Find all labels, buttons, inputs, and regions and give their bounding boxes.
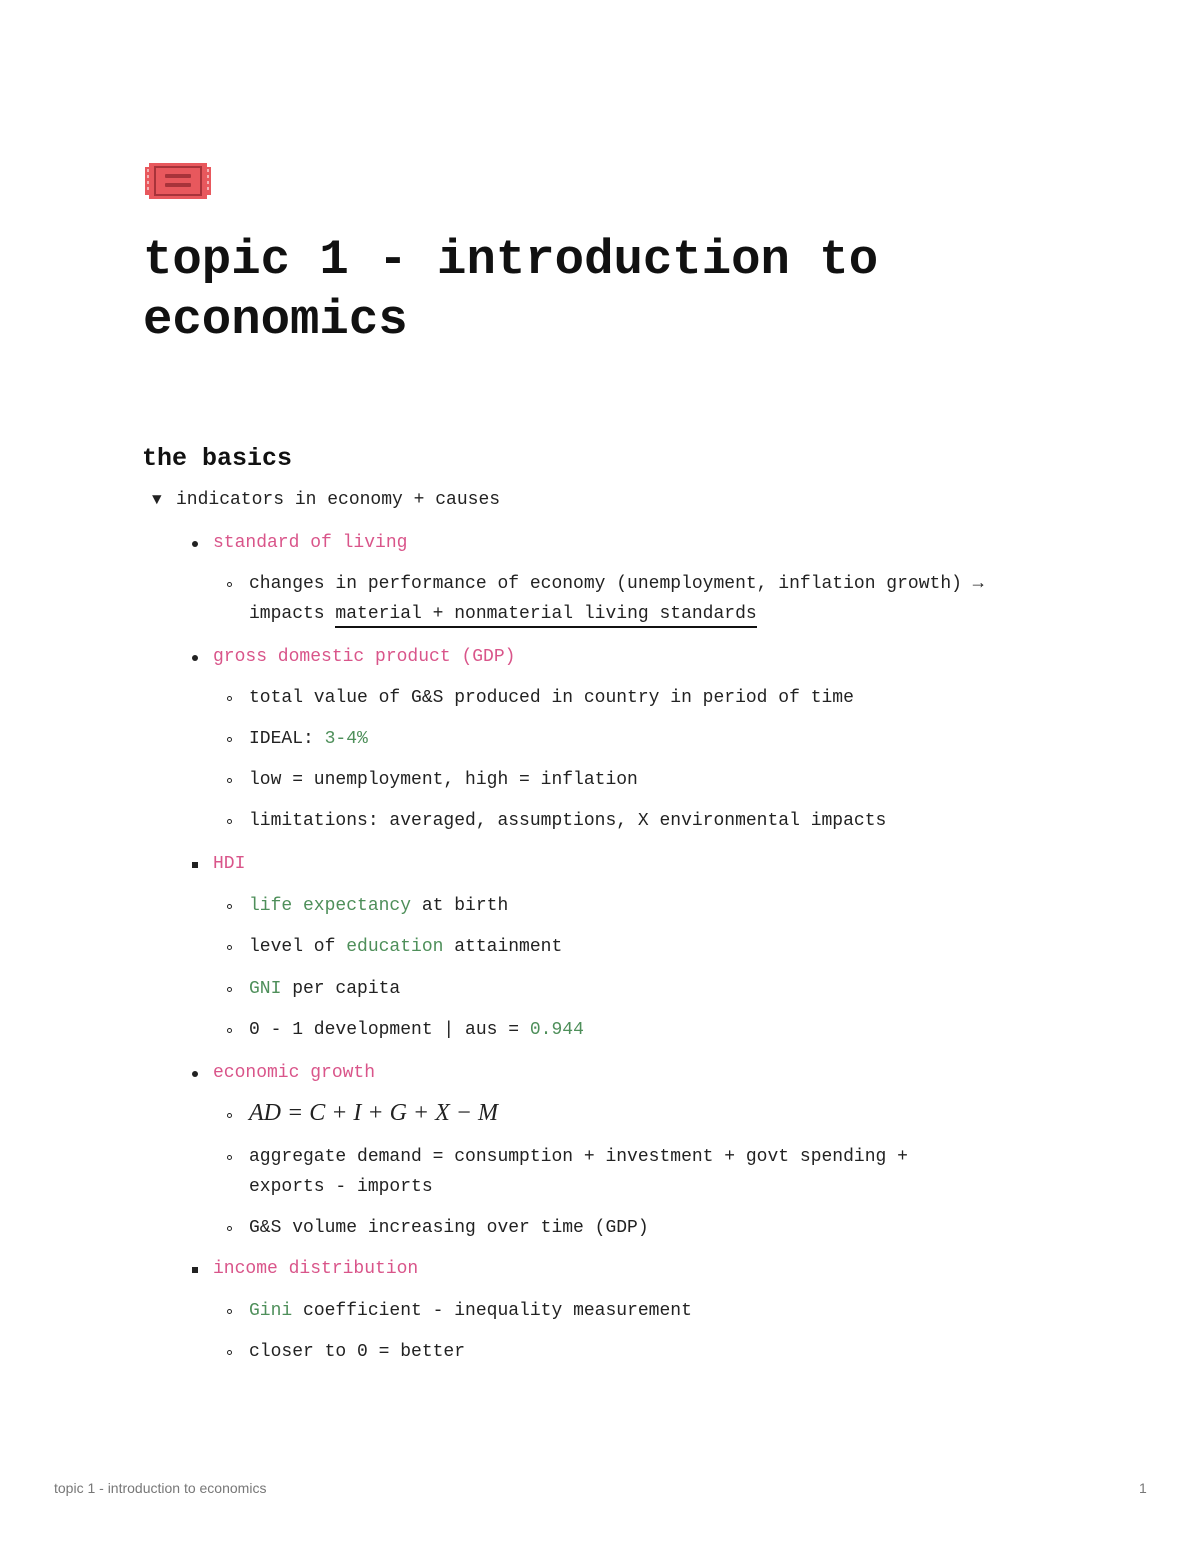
footer-title: topic 1 - introduction to economics <box>54 1480 267 1496</box>
math-formula: AD = C + I + G + X − M <box>249 1100 498 1126</box>
bullet-ring-icon <box>227 737 232 742</box>
list-item-closer-to-zero: closer to 0 = better <box>249 1342 466 1362</box>
list-item-gdp-ideal: IDEAL: 3-4% <box>249 729 368 749</box>
ticket-icon <box>145 161 211 201</box>
list-item-gdp-total: total value of G&S produced in country in period of time <box>249 688 854 708</box>
bullet-square-icon <box>192 862 198 868</box>
list-item-hdi: HDI <box>213 854 246 874</box>
bullet-dot-icon <box>192 1071 198 1077</box>
bullet-ring-icon <box>227 696 232 701</box>
bullet-ring-icon <box>227 904 232 909</box>
bullet-dot-icon <box>192 541 198 547</box>
list-item-hdi-education: level of education attainment <box>249 937 563 957</box>
bullet-ring-icon <box>227 1226 232 1231</box>
list-item-hdi-life: life expectancy at birth <box>249 896 509 916</box>
bullet-square-icon <box>192 1267 198 1273</box>
list-item-gdp: gross domestic product (GDP) <box>213 647 516 667</box>
list-item-gdp-low-high: low = unemployment, high = inflation <box>249 770 638 790</box>
bullet-ring-icon <box>227 1028 232 1033</box>
toggle-indicators[interactable] <box>152 487 500 513</box>
bullet-dot-icon <box>192 655 198 661</box>
underlined-text: material + nonmaterial living standards <box>335 604 756 628</box>
bullet-ring-icon <box>227 778 232 783</box>
list-item-gini: Gini coefficient - inequality measurement <box>249 1301 692 1321</box>
list-item-gdp-limitations: limitations: averaged, assumptions, X environmental impacts <box>249 811 887 831</box>
list-item-economic-growth: economic growth <box>213 1063 376 1083</box>
list-item-income-distribution: income distribution <box>213 1259 419 1279</box>
bullet-ring-icon <box>227 1350 232 1355</box>
list-item-sol-changes: changes in performance of economy (unemployment, inflation growth) → <box>249 574 984 594</box>
list-item-aggregate-demand-cont: exports - imports <box>249 1177 433 1197</box>
bullet-ring-icon <box>227 819 232 824</box>
bullet-ring-icon <box>227 1155 232 1160</box>
list-item-standard-of-living: standard of living <box>213 533 408 553</box>
list-item-gs-volume: G&S volume increasing over time (GDP) <box>249 1218 649 1238</box>
bullet-ring-icon <box>227 945 232 950</box>
section-heading: the basics <box>142 444 293 473</box>
toggle-triangle-icon[interactable]: ▼ <box>152 491 162 509</box>
bullet-ring-icon <box>227 1309 232 1314</box>
list-item-sol-impacts: impacts material + nonmaterial living standards <box>249 599 757 629</box>
bullet-ring-icon <box>227 1113 232 1118</box>
page-number: 1 <box>1139 1480 1147 1496</box>
toggle-label: indicators in economy + causes <box>176 490 501 510</box>
list-item-aggregate-demand: aggregate demand = consumption + investment + govt spending + <box>249 1147 908 1167</box>
bullet-ring-icon <box>227 582 232 587</box>
bullet-ring-icon <box>227 987 232 992</box>
page-title: topic 1 - introduction to economics <box>143 232 879 348</box>
list-item-hdi-range: 0 - 1 development | aus = 0.944 <box>249 1020 584 1040</box>
list-item-hdi-gni: GNI per capita <box>249 979 401 999</box>
